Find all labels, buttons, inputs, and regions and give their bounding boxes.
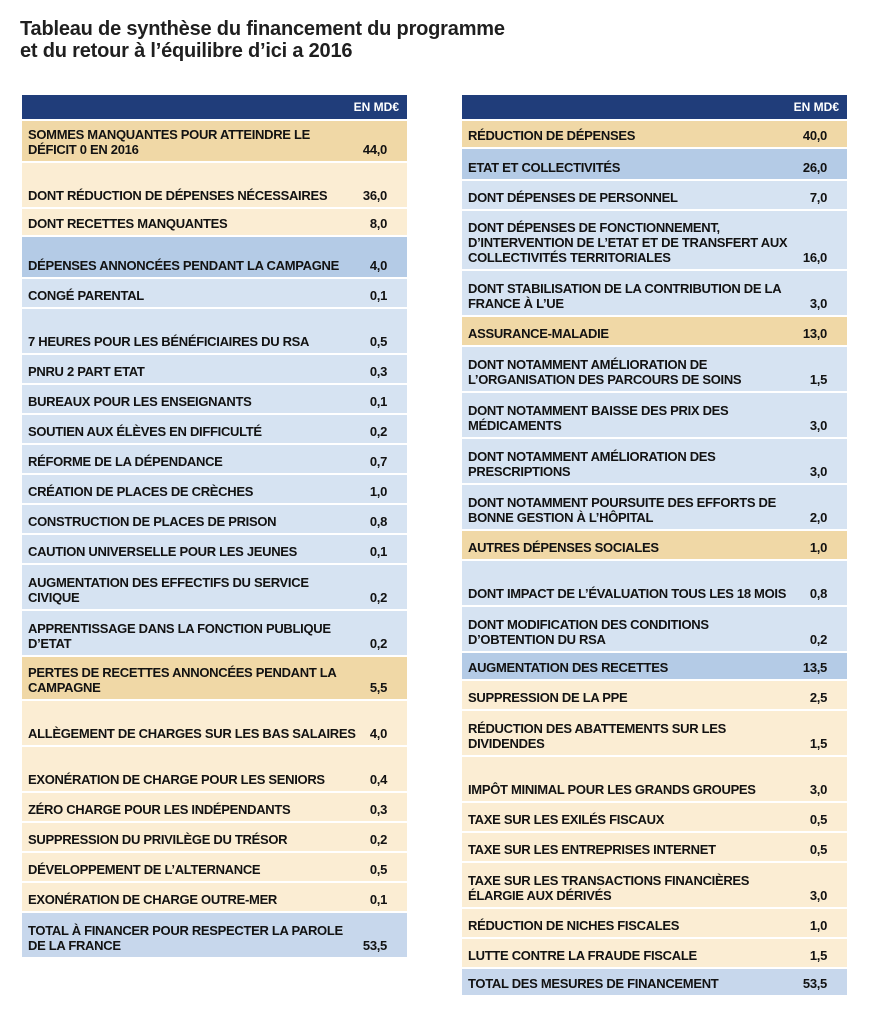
row-value: 0,3 (369, 364, 387, 379)
table-row (22, 505, 407, 533)
row-value: 0,1 (369, 394, 387, 409)
row-value: 0,7 (369, 454, 387, 469)
row-value: 16,0 (802, 250, 827, 265)
row-label: LUTTE CONTRE LA FRAUDE FISCALE (468, 948, 697, 963)
row-value: 13,0 (802, 326, 827, 341)
row-label: PNRU 2 PART ETAT (28, 364, 145, 379)
unit-label: EN MD€ (793, 100, 839, 114)
table-row (22, 279, 407, 307)
row-value: 53,5 (802, 976, 827, 991)
table-row (462, 909, 847, 937)
row-label: TOTAL À FINANCER POUR RESPECTER LA PAROLE DE LA FRANCE (28, 923, 343, 953)
row-label: TAXE SUR LES EXILÉS FISCAUX (468, 812, 665, 827)
table-row (462, 711, 847, 755)
table-row (462, 271, 847, 315)
row-value: 0,1 (369, 544, 387, 559)
table-row (22, 853, 407, 881)
row-label: SOUTIEN AUX ÉLÈVES EN DIFFICULTÉ (28, 424, 262, 439)
row-value: 1,0 (809, 918, 827, 933)
unit-header (22, 95, 407, 119)
row-value: 1,5 (809, 372, 827, 387)
table-row (22, 309, 407, 353)
table-row (22, 445, 407, 473)
row-label: DONT DÉPENSES DE PERSONNEL (468, 190, 678, 205)
row-value: 26,0 (802, 160, 827, 175)
table-row (462, 211, 847, 269)
row-value: 0,4 (369, 772, 387, 787)
row-label: DONT RECETTES MANQUANTES (28, 216, 228, 231)
row-label: EXONÉRATION DE CHARGE OUTRE-MER (28, 892, 278, 907)
table-row (462, 969, 847, 995)
table-row (22, 237, 407, 277)
table-row (22, 535, 407, 563)
row-label: ALLÈGEMENT DE CHARGES SUR LES BAS SALAIRES (28, 726, 356, 741)
row-value: 0,3 (369, 802, 387, 817)
table-row (22, 701, 407, 745)
row-value: 5,5 (369, 680, 387, 695)
table-row (462, 317, 847, 345)
row-value: 3,0 (809, 464, 827, 479)
row-value: 7,0 (809, 190, 827, 205)
unit-header (462, 95, 847, 119)
row-label: DONT STABILISATION DE LA CONTRIBUTION DE LA FRANCE À L’UE (468, 281, 781, 311)
row-value: 0,2 (369, 636, 387, 651)
row-label: APPRENTISSAGE DANS LA FONCTION PUBLIQUE D’ETAT (28, 621, 331, 651)
row-value: 3,0 (809, 888, 827, 903)
row-label: DONT RÉDUCTION DE DÉPENSES NÉCESSAIRES (28, 188, 328, 203)
table-row (462, 939, 847, 967)
row-value: 2,5 (809, 690, 827, 705)
table-row (462, 561, 847, 605)
row-label: RÉDUCTION DE NICHES FISCALES (468, 918, 680, 933)
row-value: 0,2 (369, 832, 387, 847)
row-label: AUGMENTATION DES EFFECTIFS DU SERVICE CIVIQUE (28, 575, 309, 605)
row-label: BUREAUX POUR LES ENSEIGNANTS (28, 394, 252, 409)
row-value: 3,0 (809, 296, 827, 311)
row-label: DONT NOTAMMENT POURSUITE DES EFFORTS DE BONNE GESTION À L’HÔPITAL (468, 495, 777, 525)
row-label: RÉDUCTION DE DÉPENSES (468, 128, 636, 143)
row-value: 1,0 (369, 484, 387, 499)
table-row (22, 657, 407, 699)
table-row (22, 747, 407, 791)
row-value: 1,0 (809, 540, 827, 555)
row-value: 0,5 (809, 812, 827, 827)
row-label: CONSTRUCTION DE PLACES DE PRISON (28, 514, 277, 529)
table-row (462, 393, 847, 437)
row-label: SUPPRESSION DE LA PPE (468, 690, 628, 705)
table-row (462, 833, 847, 861)
row-value: 53,5 (362, 938, 387, 953)
row-value: 13,5 (802, 660, 827, 675)
table-row (22, 385, 407, 413)
row-label: CONGÉ PARENTAL (28, 288, 144, 303)
row-value: 0,8 (809, 586, 827, 601)
row-label: DÉVELOPPEMENT DE L’ALTERNANCE (28, 862, 261, 877)
row-label: AUTRES DÉPENSES SOCIALES (468, 540, 659, 555)
row-label: CRÉATION DE PLACES DE CRÈCHES (28, 484, 254, 499)
table-row (22, 611, 407, 655)
row-value: 0,2 (369, 590, 387, 605)
table-row (462, 607, 847, 651)
table-row (462, 485, 847, 529)
table-row (22, 883, 407, 911)
row-label: AUGMENTATION DES RECETTES (468, 660, 669, 675)
row-label: DÉPENSES ANNONCÉES PENDANT LA CAMPAGNE (28, 258, 339, 273)
left-rows (22, 121, 407, 957)
left-table (22, 95, 407, 957)
title-line: et du retour à l’équilibre d’ici a 2016 (20, 40, 353, 62)
row-value: 0,2 (809, 632, 827, 647)
table-row (22, 913, 407, 957)
row-label: ZÉRO CHARGE POUR LES INDÉPENDANTS (28, 802, 291, 817)
row-value: 0,5 (369, 334, 387, 349)
unit-label: EN MD€ (353, 100, 399, 114)
table-row (462, 149, 847, 179)
table-row (22, 121, 407, 161)
table-row (22, 475, 407, 503)
row-label: SOMMES MANQUANTES POUR ATTEINDRE LE DÉFICIT 0 EN 2016 (28, 127, 311, 157)
row-label: CAUTION UNIVERSELLE POUR LES JEUNES (28, 544, 298, 559)
row-value: 1,5 (809, 948, 827, 963)
row-value: 0,8 (369, 514, 387, 529)
table-row (22, 793, 407, 821)
row-label: RÉFORME DE LA DÉPENDANCE (28, 454, 223, 469)
row-label: TAXE SUR LES ENTREPRISES INTERNET (468, 842, 716, 857)
row-value: 3,0 (809, 418, 827, 433)
row-label: ETAT ET COLLECTIVITÉS (468, 160, 621, 175)
row-label: DONT MODIFICATION DES CONDITIONS D’OBTENTION DU RSA (468, 617, 709, 647)
table-row (462, 347, 847, 391)
row-value: 4,0 (369, 258, 387, 273)
row-label: TOTAL DES MESURES DE FINANCEMENT (468, 976, 719, 991)
table-row (22, 355, 407, 383)
table-row (22, 565, 407, 609)
table-row (22, 163, 407, 207)
table-row (462, 531, 847, 559)
row-value: 0,1 (369, 892, 387, 907)
row-label: DONT DÉPENSES DE FONCTIONNEMENT, D’INTERVENTION DE L’ETAT ET DE TRANSFERT AUX COLLECTIVITÉS TERRITORIALES (468, 220, 788, 265)
row-value: 0,1 (369, 288, 387, 303)
row-value: 3,0 (809, 782, 827, 797)
row-label: DONT NOTAMMENT AMÉLIORATION DES PRESCRIPTIONS (468, 449, 716, 479)
row-value: 40,0 (802, 128, 827, 143)
row-label: DONT NOTAMMENT BAISSE DES PRIX DES MÉDICAMENTS (468, 403, 729, 433)
title-line: Tableau de synthèse du financement du programme (20, 18, 505, 40)
table-row (22, 823, 407, 851)
table-row (462, 653, 847, 679)
row-label: EXONÉRATION DE CHARGE POUR LES SENIORS (28, 772, 325, 787)
table-row (462, 803, 847, 831)
row-label: RÉDUCTION DES ABATTEMENTS SUR LES DIVIDENDES (468, 721, 727, 751)
row-label: ASSURANCE-MALADIE (468, 326, 609, 341)
row-label: TAXE SUR LES TRANSACTIONS FINANCIÈRES ÉLARGIE AUX DÉRIVÉS (468, 873, 750, 903)
table-row (462, 757, 847, 801)
table-row (462, 863, 847, 907)
row-label: DONT NOTAMMENT AMÉLIORATION DE L’ORGANISATION DES PARCOURS DE SOINS (468, 357, 742, 387)
row-label: DONT IMPACT DE L’ÉVALUATION TOUS LES 18 MOIS (468, 586, 787, 601)
page-title (20, 18, 620, 62)
row-value: 0,5 (809, 842, 827, 857)
table-row (462, 121, 847, 147)
table-row (22, 415, 407, 443)
table-row (462, 681, 847, 709)
table-row (462, 181, 847, 209)
right-table (462, 95, 847, 995)
row-label: 7 HEURES POUR LES BÉNÉFICIAIRES DU RSA (28, 334, 310, 349)
row-value: 0,2 (369, 424, 387, 439)
table-row (462, 439, 847, 483)
row-label: PERTES DE RECETTES ANNONCÉES PENDANT LA CAMPAGNE (28, 665, 337, 695)
row-value: 44,0 (362, 142, 387, 157)
row-label: SUPPRESSION DU PRIVILÈGE DU TRÉSOR (28, 832, 288, 847)
row-value: 8,0 (369, 216, 387, 231)
table-row (22, 209, 407, 235)
row-label: IMPÔT MINIMAL POUR LES GRANDS GROUPES (468, 782, 756, 797)
row-value: 36,0 (362, 188, 387, 203)
row-value: 4,0 (369, 726, 387, 741)
row-value: 0,5 (369, 862, 387, 877)
row-value: 1,5 (809, 736, 827, 751)
row-value: 2,0 (809, 510, 827, 525)
right-rows (462, 121, 847, 995)
